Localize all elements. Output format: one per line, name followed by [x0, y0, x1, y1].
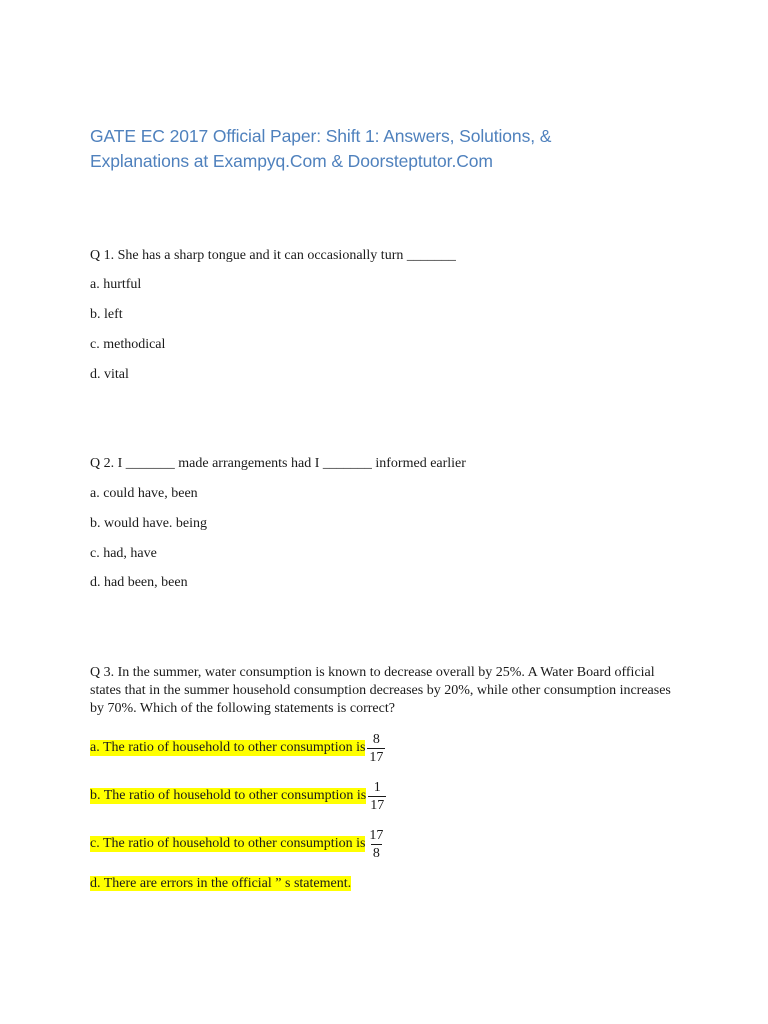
document-title: GATE EC 2017 Official Paper: Shift 1: Answers, Solutions, & Explanations at Exampyq.Com & Doorsteptutor.Com [90, 126, 552, 171]
fraction-denominator: 8 [372, 845, 380, 861]
option-d-label: d. There are errors in the official ” s statement. [90, 876, 352, 891]
question-2-option-a: a. could have, been [90, 486, 198, 501]
option-b-label: b. The ratio of household to other consumption is [90, 788, 367, 803]
option-a-label: a. The ratio of household to other consumption is [90, 740, 366, 755]
question-2-option-d: d. had been, been [90, 575, 188, 590]
fraction-numerator: 8 [372, 731, 380, 747]
fraction-numerator: 17 [369, 827, 384, 843]
question-2-text: Q 2. I _______ made arrangements had I _______ informed earlier [90, 456, 466, 471]
fraction-17-8 [367, 827, 385, 862]
fraction-denominator: 17 [369, 749, 384, 765]
question-2-option-c: c. had, have [90, 546, 157, 561]
question-2-option-b: b. would have. being [90, 516, 208, 531]
question-3-text: Q 3. In the summer, water consumption is known to decrease overall by 25%. A Water Board official states that in the summer household consumption decreases by 20%, while other consumption increases by 70%. Which of the following statements is correct? [90, 665, 671, 716]
question-1-text: Q 1. She has a sharp tongue and it can occasionally turn _______ [90, 248, 456, 263]
question-3-option-d [90, 875, 351, 893]
question-1-option-b: b. left [90, 307, 123, 322]
question-1-option-c: c. methodical [90, 337, 166, 352]
fraction-numerator: 1 [373, 779, 381, 795]
question-3-option-c [90, 824, 385, 864]
question-3-option-a [90, 728, 385, 768]
fraction-denominator: 17 [370, 797, 385, 813]
option-c-label: c. The ratio of household to other consumption is [90, 836, 366, 851]
fraction-1-17 [368, 779, 386, 814]
question-1-option-d: d. vital [90, 367, 129, 382]
question-3-option-b [90, 776, 386, 816]
fraction-8-17 [367, 731, 385, 766]
question-1-option-a: a. hurtful [90, 277, 142, 292]
